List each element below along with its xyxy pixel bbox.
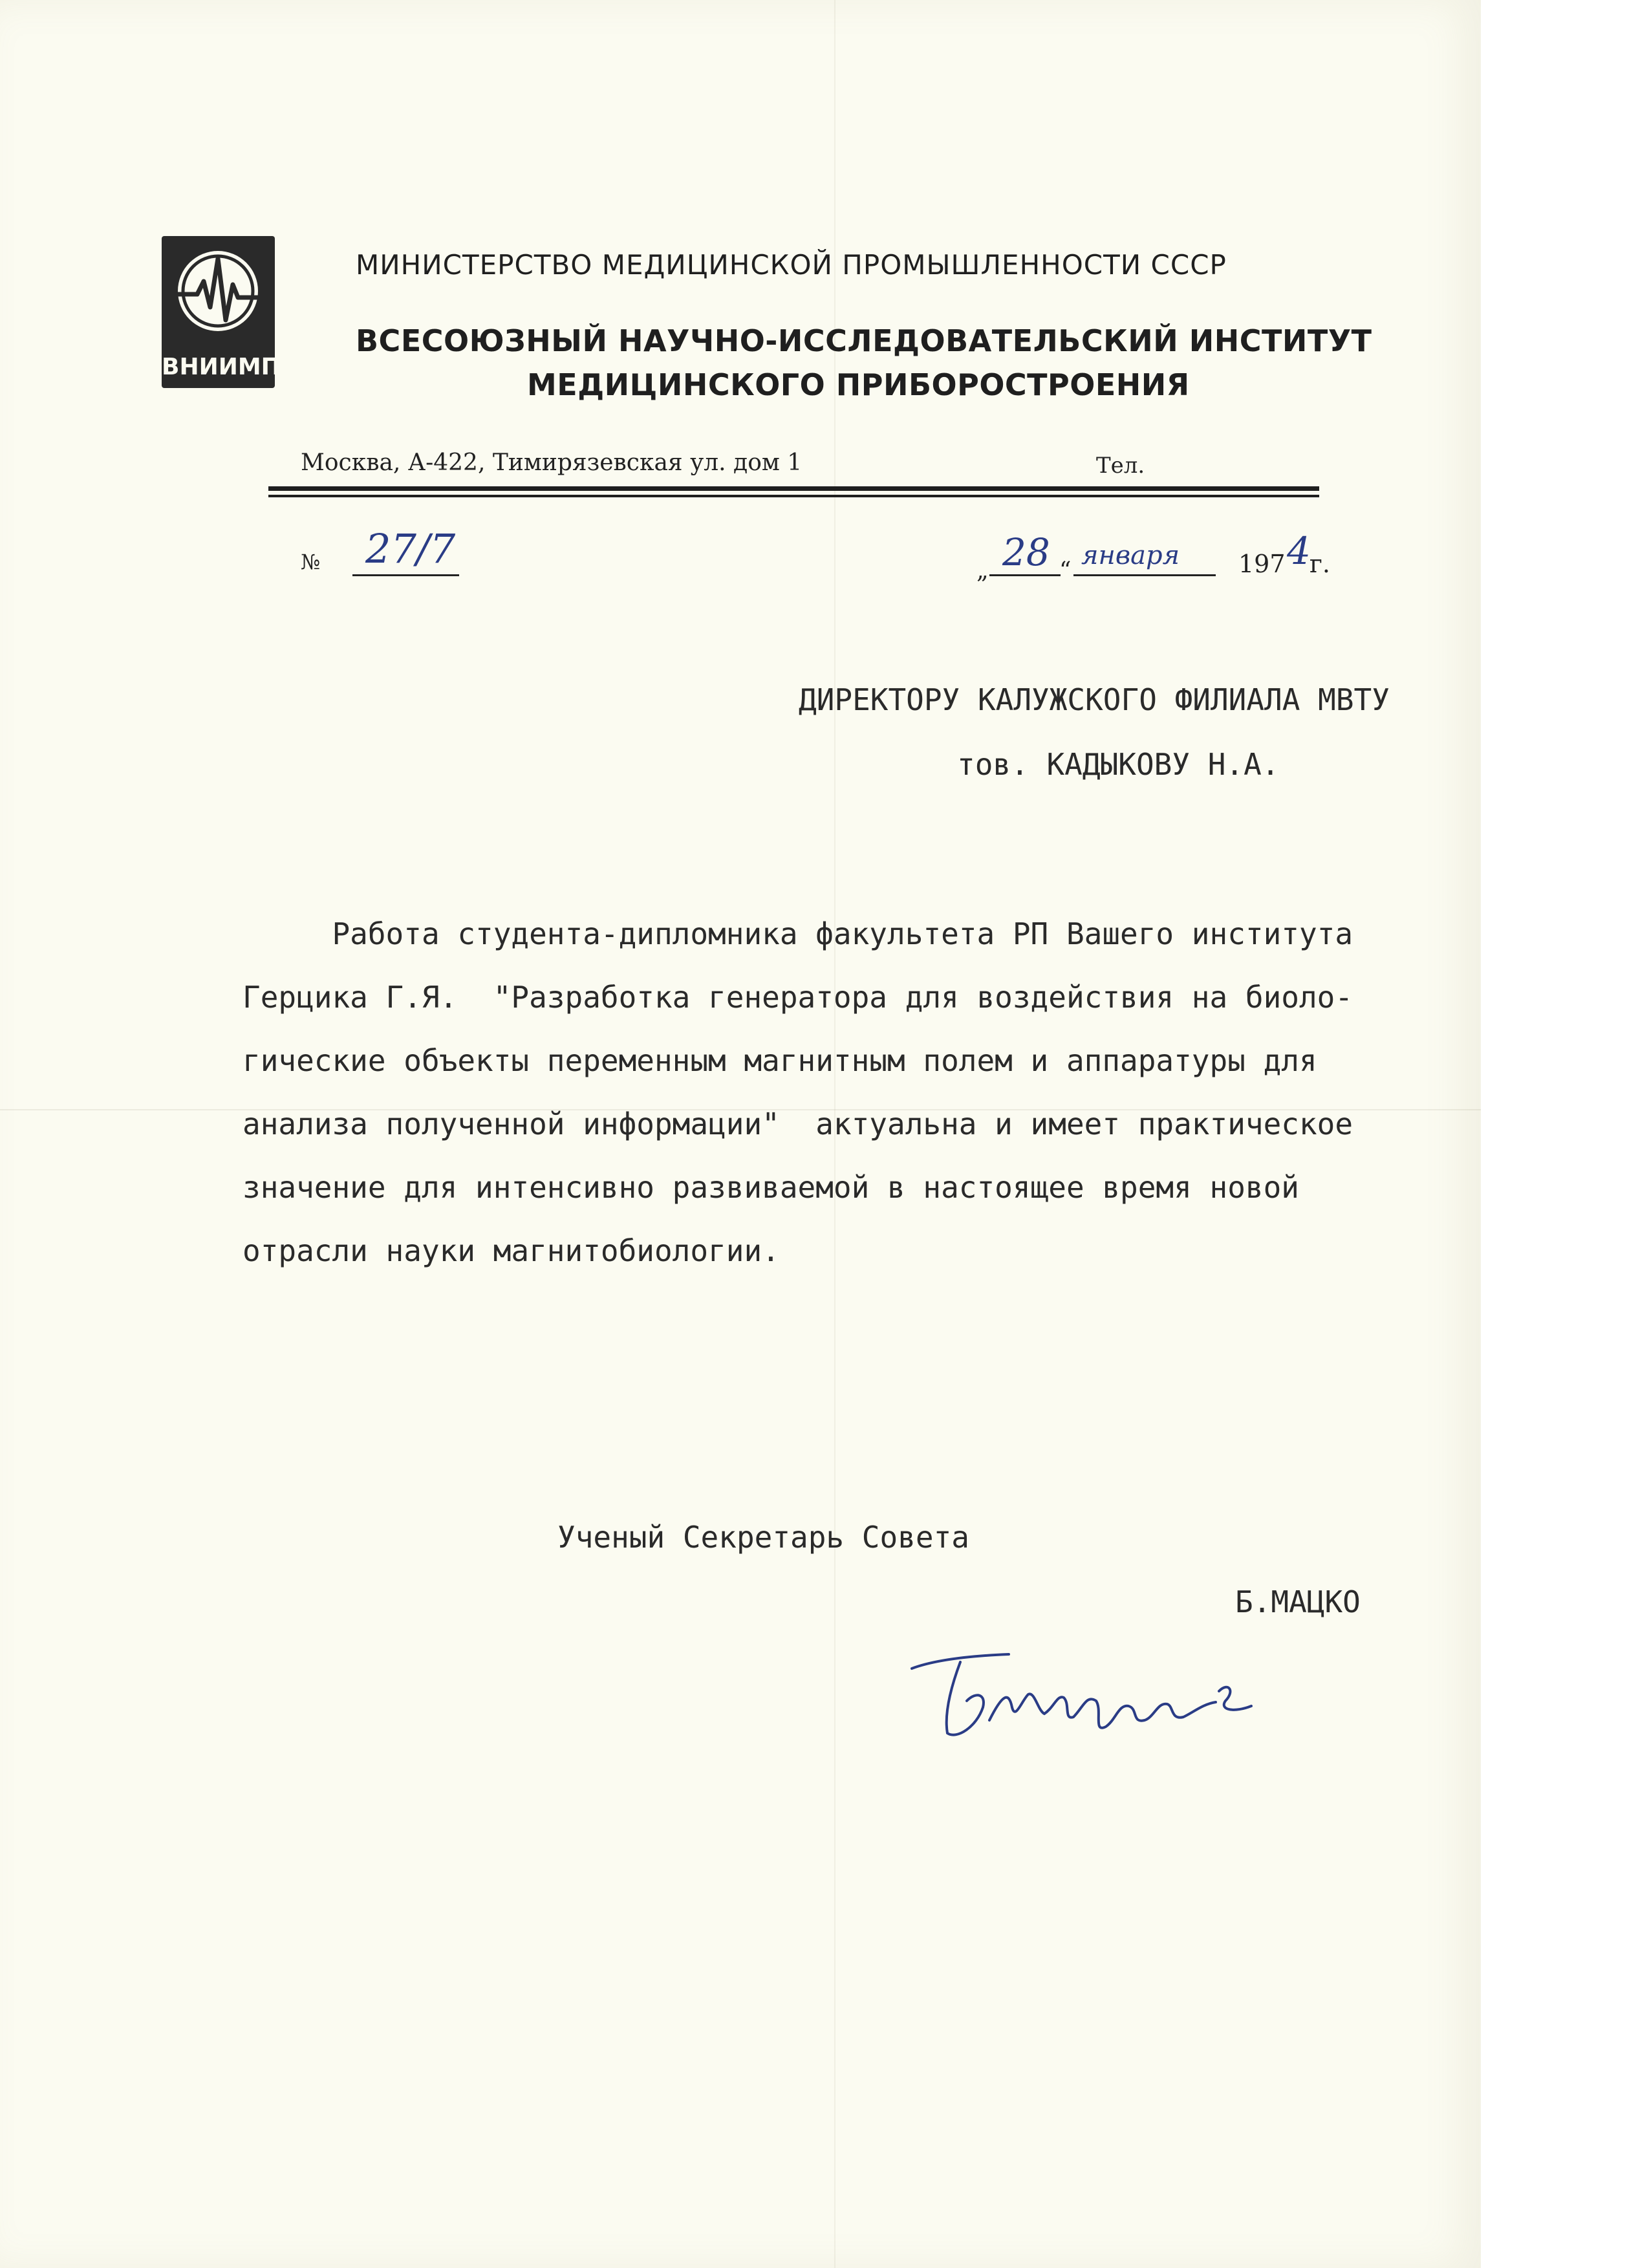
body-line: Работа студента-дипломника факультета РП Вашего института xyxy=(242,916,1353,951)
institute-name-line1: ВСЕСОЮЗНЫЙ НАУЧНО-ИССЛЕДОВАТЕЛЬСКИЙ ИНСТИТУТ xyxy=(356,323,1372,358)
letterhead-rule xyxy=(268,495,1319,497)
body-line: отрасли науки магнитобиологии. xyxy=(242,1233,780,1268)
signatory-name: Б.МАЦКО xyxy=(1235,1584,1361,1619)
telephone-label: Тел. xyxy=(1096,453,1145,479)
date-year-handwritten: 4 xyxy=(1287,529,1311,573)
date-quote-close: “ xyxy=(1059,557,1072,584)
institute-logo xyxy=(162,236,281,388)
date-year-suffix: г. xyxy=(1310,550,1330,578)
addressee-line2: тов. КАДЫКОВУ Н.А. xyxy=(957,747,1280,782)
handwritten-signature xyxy=(899,1630,1287,1753)
signatory-title: Ученый Секретарь Совета xyxy=(557,1520,969,1555)
body-line: гические объекты переменным магнитным полем и аппаратуры для xyxy=(242,1043,1317,1078)
institute-name-line2: МЕДИЦИНСКОГО ПРИБОРОСТРОЕНИЯ xyxy=(527,367,1190,402)
number-label: № xyxy=(301,550,321,574)
date-month-underline xyxy=(1073,574,1216,576)
letter-number: 27/7 xyxy=(365,525,456,572)
letterhead-rule xyxy=(268,486,1319,491)
date-day: 28 xyxy=(1002,530,1050,574)
number-underline xyxy=(352,574,459,576)
body-line: значение для интенсивно развиваемой в настоящее время новой xyxy=(242,1170,1299,1205)
ministry-name: МИНИСТЕРСТВО МЕДИЦИНСКОЙ ПРОМЫШЛЕННОСТИ СССР xyxy=(356,249,1227,281)
body-line: Герцика Г.Я. "Разработка генератора для воздействия на биоло- xyxy=(242,980,1353,1015)
letter-body xyxy=(242,902,1478,1282)
body-line: анализа полученной информации" актуальна и имеет практическое xyxy=(242,1107,1353,1141)
institute-address: Москва, А-422, Тимирязевская ул. дом 1 xyxy=(301,449,803,476)
logo-text: ВНИИМП xyxy=(162,354,281,380)
addressee-line1: ДИРЕКТОРУ КАЛУЖСКОГО ФИЛИАЛА МВТУ xyxy=(799,682,1390,717)
date-year-printed: 197 xyxy=(1238,550,1286,578)
date-quote-open: „ xyxy=(976,557,989,584)
date-day-underline xyxy=(989,574,1061,576)
scan-margin xyxy=(1481,0,1649,2268)
date-month: января xyxy=(1081,541,1180,570)
